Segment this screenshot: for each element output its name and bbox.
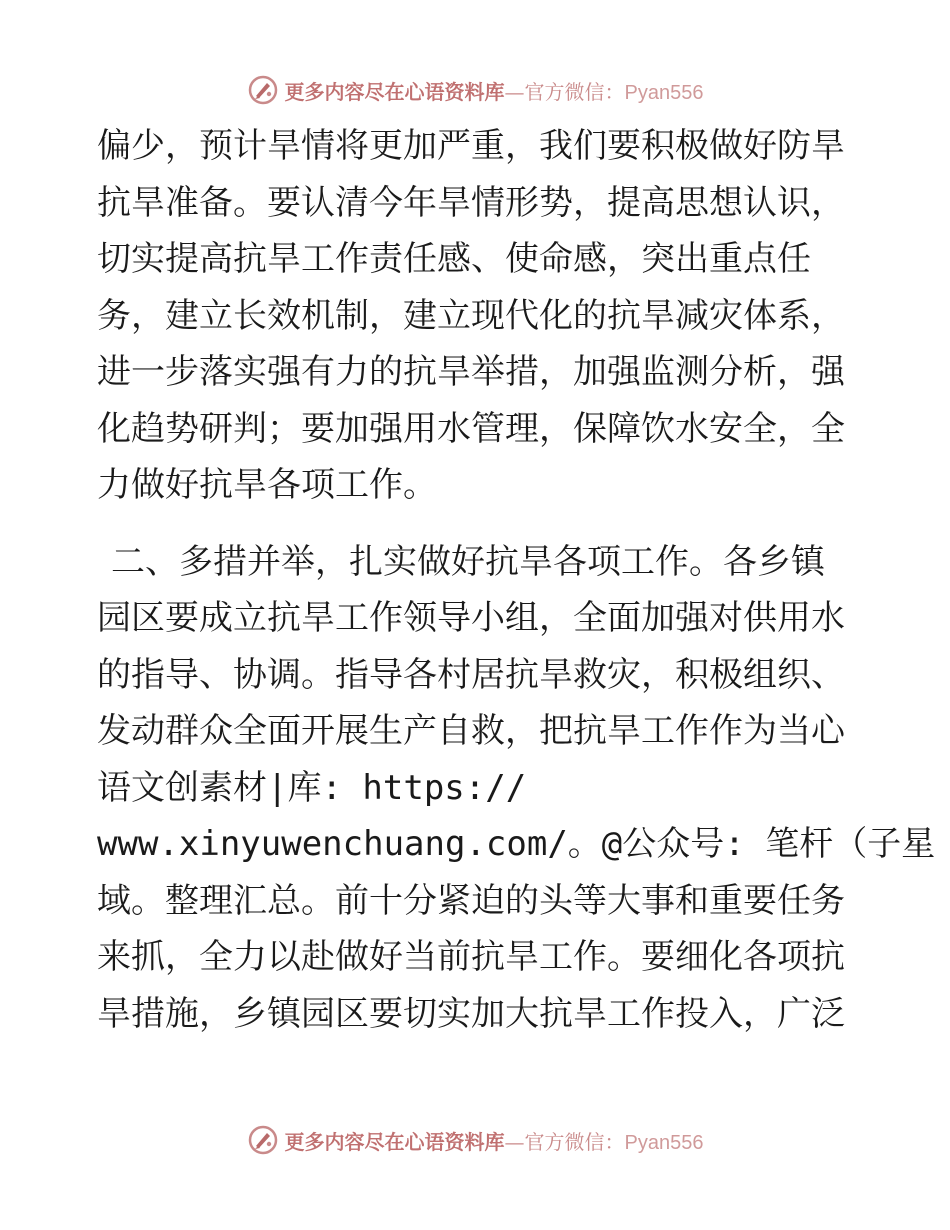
watermark-site-text: 更多内容尽在心语资料库	[284, 1129, 505, 1154]
text-line: www.xinyuwenchuang.com/。@公众号: 笔杆（子星	[97, 824, 936, 864]
text-line: 抗旱准备。要认清今年旱情形势，提高思想认识，	[97, 182, 845, 223]
watermark-inner	[247, 74, 704, 106]
paragraph-gap	[97, 514, 857, 534]
text-line: 旱措施，乡镇园区要切实加大抗旱工作投入，广泛	[97, 993, 845, 1034]
watermark-text	[285, 76, 704, 105]
header-watermark	[0, 72, 950, 108]
text-line: 偏少，预计旱情将更加严重，我们要积极做好防旱	[97, 126, 845, 166]
paragraph-1	[97, 118, 857, 514]
watermark-official-label: 官方微信	[524, 79, 605, 104]
paragraph-2	[97, 534, 936, 1043]
text-line: 切实提高抗旱工作责任感、使命感，突出重点任	[97, 239, 811, 279]
text-line: 务，建立长效机制，建立现代化的抗旱减灾体系，	[97, 295, 845, 336]
watermark-dash: —	[504, 1129, 525, 1154]
watermark-site-text: 更多内容尽在心语资料库	[284, 79, 505, 104]
watermark-wechat-id: Pyan556	[624, 81, 704, 104]
text-line: 力做好抗旱各项工作。	[97, 465, 437, 505]
text-line: 域。整理汇总。前十分紧迫的头等大事和重要任务	[97, 880, 845, 921]
text-line: 语文创素材|库: https://	[97, 767, 527, 808]
watermark-text	[285, 1126, 704, 1155]
watermark-wechat-id: Pyan556	[624, 1131, 704, 1154]
text-line: 来抓，全力以赴做好当前抗旱工作。要细化各项抗	[97, 937, 845, 977]
footer-watermark	[0, 1122, 950, 1158]
watermark-colon: ：	[604, 79, 625, 104]
text-line: 发动群众全面开展生产自救，把抗旱工作作为当心	[97, 711, 845, 751]
watermark-colon: ：	[604, 1129, 625, 1154]
seal-logo-icon	[247, 74, 279, 106]
text-line: 化趋势研判；要加强用水管理，保障饮水安全，全	[97, 408, 845, 449]
text-line: 进一步落实强有力的抗旱举措，加强监测分析，强	[97, 352, 845, 392]
watermark-official-label: 官方微信	[524, 1129, 605, 1154]
document-body	[97, 118, 936, 1042]
watermark-inner	[247, 1124, 704, 1156]
watermark-dash: —	[504, 79, 525, 104]
text-line: 的指导、协调。指导各村居抗旱救灾，积极组织、	[97, 654, 845, 695]
text-line: 园区要成立抗旱工作领导小组，全面加强对供用水	[97, 598, 845, 638]
seal-logo-icon	[247, 1124, 279, 1156]
text-line: 二、多措并举，扎实做好抗旱各项工作。各乡镇	[111, 541, 825, 582]
